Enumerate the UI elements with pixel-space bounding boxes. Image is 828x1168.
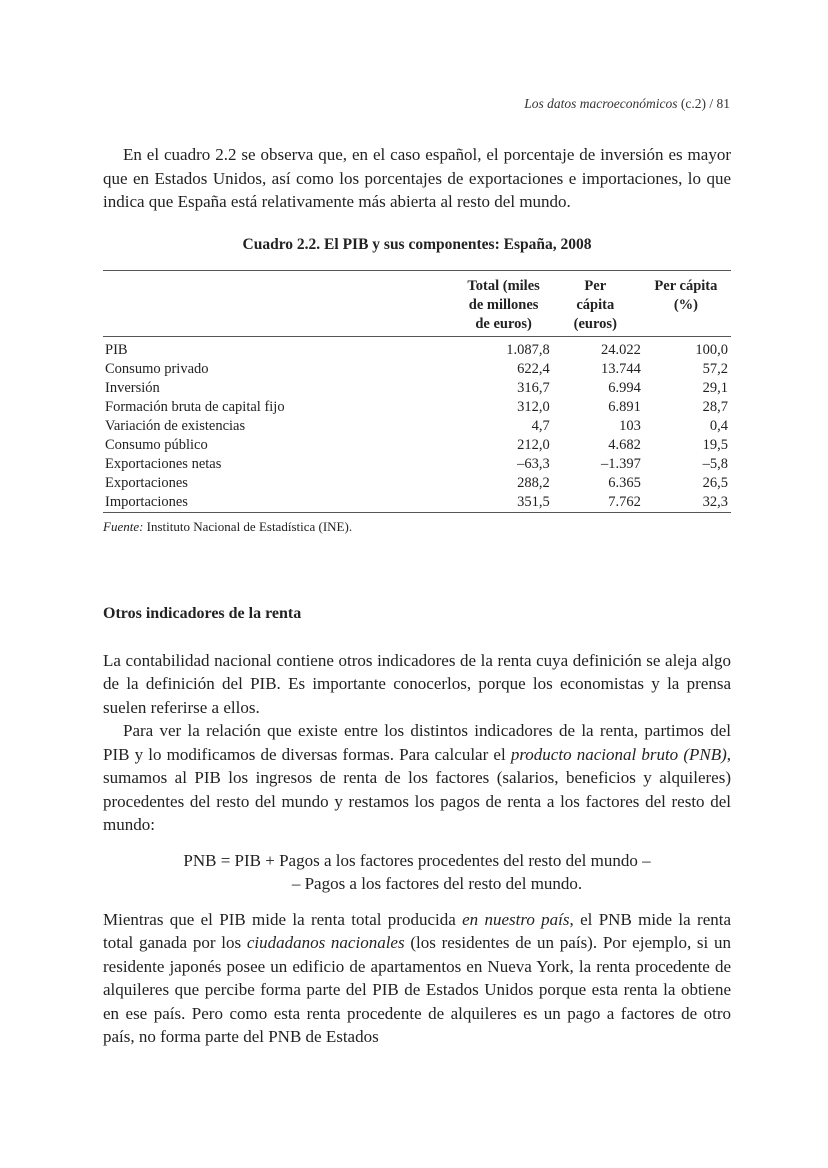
emphasis-term: en nuestro país	[462, 909, 570, 929]
section-paragraph-3	[103, 908, 731, 1049]
cell-pct: 19,5	[702, 436, 728, 453]
table-source	[103, 519, 731, 535]
cell-per-capita: –1.397	[600, 455, 641, 472]
cell-pct: 57,2	[702, 360, 728, 377]
table-row	[103, 455, 731, 474]
cell-total: 4,7	[531, 417, 550, 434]
row-label: Inversión	[105, 379, 160, 396]
header-total-line: Total (miles	[467, 277, 540, 294]
row-label: Consumo privado	[105, 360, 209, 377]
table-header-row	[103, 270, 731, 336]
table-row	[103, 417, 731, 436]
header-per-capita-pct	[641, 270, 731, 336]
header-pct-line: (%)	[673, 296, 698, 313]
cell-total: 288,2	[517, 474, 550, 491]
paragraph-text: Para ver la relación que existe entre los distintos indicadores de la renta, partimos del PIB y lo modificamos de diversas formas. Para calcular el	[103, 721, 731, 764]
table-row	[103, 493, 731, 513]
row-label: Exportaciones	[105, 474, 188, 491]
table-row	[103, 360, 731, 379]
paragraph-text: (los residentes de un país). Por ejemplo, si un residente japonés posee un edificio de apartamentos en Nueva York, la renta procedente de alquileres que percibe forma parte del PIB de Estados Unidos porque esta renta la obtiene en ese país. Pero como esta renta procedente de alquileres es un pago a factores de otro país, no forma parte del PNB de Estados	[103, 933, 732, 1046]
header-total	[457, 270, 549, 336]
running-head-chapter: (c.2)	[680, 96, 706, 111]
header-total-line: de euros)	[475, 315, 532, 332]
cell-pct: 29,1	[702, 379, 728, 396]
gdp-components-table	[103, 270, 731, 513]
table-row	[103, 336, 731, 360]
pnb-formula	[103, 849, 731, 896]
row-label: Consumo público	[105, 436, 208, 453]
cell-pct: 100,0	[695, 341, 728, 358]
cell-total: 1.087,8	[506, 341, 550, 358]
table-row	[103, 436, 731, 455]
section-paragraph-1: La contabilidad nacional contiene otros indicadores de la renta cuya definición se aleja algo de la definición del PIB. Es importante conocerlos, porque los economistas y la prensa suelen referirse a ellos.	[103, 650, 731, 717]
cell-per-capita: 13.744	[600, 360, 641, 377]
paragraph-text: Mientras que el PIB mide la renta total producida	[103, 909, 463, 929]
paragraph-text: , el PNB mide la renta total ganada por los	[103, 909, 732, 952]
header-per-capita-euros	[550, 270, 641, 336]
cell-total: 312,0	[517, 398, 550, 415]
row-label: Formación bruta de capital fijo	[105, 398, 285, 415]
cell-total: 622,4	[517, 360, 550, 377]
emphasis-term: ciudadanos nacionales	[246, 933, 405, 952]
table-row	[103, 398, 731, 417]
cell-per-capita: 6.994	[608, 379, 641, 396]
cell-pct: 0,4	[709, 417, 728, 434]
cell-pct: –5,8	[702, 455, 728, 472]
paragraph-text: , sumamos al PIB los ingresos de renta de los factores (salarios, beneficios y alquileres) procedentes del resto del mundo y restamos los pagos de renta a los factores del resto del mundo:	[103, 744, 731, 834]
cell-per-capita: 24.022	[600, 341, 641, 358]
cell-total: –63,3	[517, 455, 550, 472]
section-paragraph-2	[103, 719, 731, 837]
cell-per-capita: 4.682	[608, 436, 641, 453]
cell-per-capita: 103	[619, 417, 641, 434]
row-label: Importaciones	[105, 493, 188, 510]
cell-pct: 26,5	[702, 474, 728, 491]
table-row	[103, 379, 731, 398]
cell-per-capita: 7.762	[608, 493, 641, 510]
formula-line-2: – Pagos a los factores del resto del mundo.	[291, 874, 583, 893]
cell-pct: 28,7	[702, 398, 728, 415]
intro-paragraph: En el cuadro 2.2 se observa que, en el caso español, el porcentaje de inversión es mayor que en Estados Unidos, así como los porcentajes de exportaciones e importaciones, lo que indica que España está relativamente más abierta al resto del mundo.	[103, 145, 731, 211]
cell-per-capita: 6.365	[608, 474, 641, 491]
header-total-line: de millones	[468, 296, 539, 313]
cell-pct: 32,3	[702, 493, 728, 510]
table-title: Cuadro 2.2. El PIB y sus componentes: España, 2008	[242, 235, 592, 253]
row-label: PIB	[105, 341, 128, 358]
source-text: Instituto Nacional de Estadística (INE).	[143, 518, 353, 534]
page-number: 81	[716, 96, 730, 111]
cell-total: 351,5	[517, 493, 550, 510]
running-head	[524, 96, 730, 112]
header-empty	[103, 270, 457, 336]
running-head-separator: /	[709, 96, 714, 111]
header-per-capita-line: cápita	[576, 296, 615, 313]
header-per-capita-line: (euros)	[573, 315, 617, 332]
formula-line-1: PNB = PIB + Pagos a los factores procedentes del resto del mundo –	[183, 850, 651, 870]
section-heading: Otros indicadores de la renta	[103, 604, 302, 622]
page-body	[103, 143, 731, 1049]
source-label: Fuente:	[103, 518, 144, 534]
row-label: Exportaciones netas	[105, 455, 222, 472]
header-pct-line: Per cápita	[654, 277, 718, 294]
emphasis-term: producto nacional bruto (PNB)	[510, 744, 727, 764]
header-per-capita-line: Per	[584, 277, 607, 294]
row-label: Variación de existencias	[105, 417, 246, 434]
cell-total: 316,7	[517, 379, 550, 396]
table-row	[103, 474, 731, 493]
running-head-title: Los datos macroeconómicos	[524, 96, 678, 111]
cell-per-capita: 6.891	[608, 398, 641, 415]
cell-total: 212,0	[517, 436, 550, 453]
